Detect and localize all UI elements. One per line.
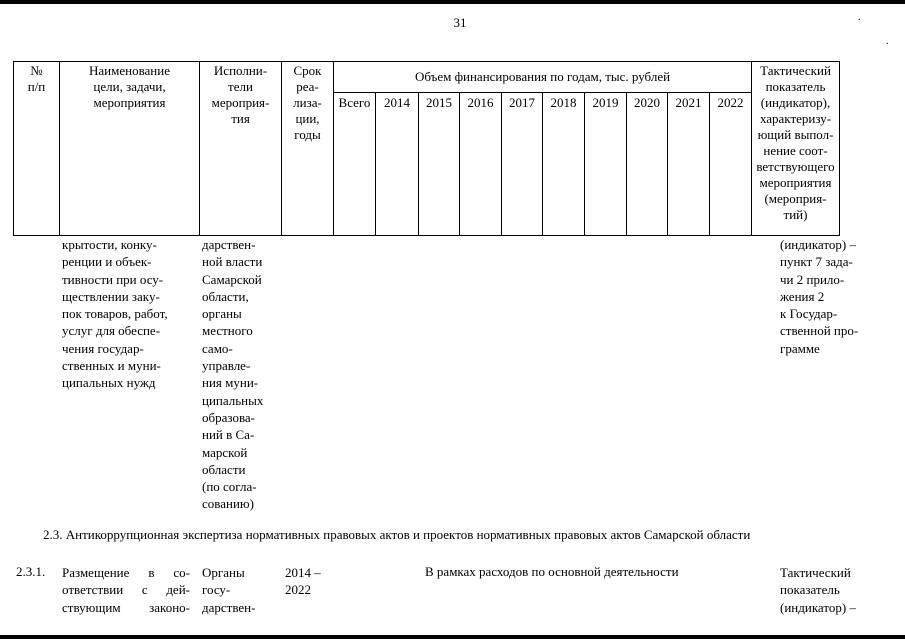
name-line: ществлении заку-	[62, 288, 160, 304]
header-indicator-line: ветствующего	[756, 159, 835, 174]
indicator-line: ственной про-	[780, 323, 859, 339]
header-table	[13, 61, 840, 236]
executor-line: само-	[202, 340, 233, 356]
year-header-2017: 2017	[502, 92, 543, 235]
header-name-line: мероприятия	[93, 95, 166, 110]
term-line: 2022	[285, 582, 311, 598]
header-indicator-line: (мероприя-	[764, 191, 827, 206]
header-num-line: №	[30, 63, 43, 78]
indicator-line: показатель	[780, 582, 840, 598]
header-indicator-line: Тактический	[760, 63, 831, 78]
funding-header-cell	[334, 62, 752, 93]
executor-line: ной власти	[202, 254, 263, 270]
header-executor-line: Исполни-	[213, 63, 268, 78]
row-231-indicator-column	[780, 564, 856, 616]
header-num-line: п/п	[27, 79, 46, 94]
name-line: крытости, конку-	[62, 237, 157, 252]
corner-mark-top: .	[858, 12, 861, 23]
name-line: ренции и объек-	[62, 254, 152, 270]
executor-line: управле-	[202, 358, 251, 374]
executor-line: образова-	[202, 409, 256, 425]
header-name-cell	[60, 62, 200, 236]
executor-line: дарствен-	[202, 599, 256, 615]
header-indicator-line: характеризу-	[759, 111, 832, 126]
year-header-2015: 2015	[419, 92, 460, 235]
term-line: 2014 –	[285, 565, 321, 580]
executor-line: области,	[202, 288, 249, 304]
header-term-line: Срок	[293, 63, 322, 78]
year-header-2019: 2019	[585, 92, 627, 235]
header-term-line: реа-	[296, 79, 319, 94]
indicator-line: грамме	[780, 340, 820, 356]
indicator-line: чи 2 прило-	[780, 271, 845, 287]
header-indicator-line: показатель	[765, 79, 826, 94]
name-line: ственных и муни-	[62, 358, 161, 374]
continued-executor-column	[202, 236, 263, 513]
name-line: пок товаров, работ,	[62, 306, 168, 322]
indicator-line: к Государ-	[780, 306, 838, 322]
name-line: Размещение в со-	[62, 565, 190, 580]
executor-line: марской	[202, 444, 248, 460]
row-231-name-column	[62, 564, 190, 616]
year-header-2022: 2022	[710, 92, 752, 235]
header-indicator-line: тий)	[783, 207, 808, 222]
continued-indicator-column	[780, 236, 858, 357]
name-line: чения государ-	[62, 340, 144, 356]
name-line: услуг для обеспе-	[62, 323, 161, 339]
header-executor-line: тия	[231, 111, 250, 126]
executor-line: местного	[202, 323, 253, 339]
indicator-line: (индикатор) –	[780, 599, 856, 615]
name-line: ципальных нужд	[62, 375, 156, 391]
row-231-term-column	[285, 564, 321, 599]
header-executor-line: тели	[228, 79, 253, 94]
year-header-2018: 2018	[543, 92, 585, 235]
row-231-executor-column	[202, 564, 255, 616]
indicator-line: Тактический	[780, 565, 851, 580]
executor-line: госу-	[202, 582, 231, 598]
indicator-line: жения 2	[780, 288, 825, 304]
executor-line: области	[202, 461, 246, 477]
header-indicator-line: (индикатор),	[760, 95, 831, 110]
header-executor-cell	[200, 62, 282, 236]
executor-line: ципальных	[202, 392, 264, 408]
name-line: ответствии с дей-	[62, 582, 190, 598]
executor-line: ния муни-	[202, 375, 259, 391]
year-header-total: Всего	[334, 92, 376, 235]
header-name-line: цели, задачи,	[93, 79, 166, 94]
header-term-line: годы	[294, 127, 321, 142]
indicator-line: пункт 7 зада-	[780, 254, 853, 270]
year-header-2014: 2014	[376, 92, 419, 235]
header-executor-line: мероприя-	[211, 95, 270, 110]
row-231-funding: В рамках расходов по основной деятельности	[425, 564, 679, 579]
header-term-line: лиза-	[293, 95, 322, 110]
name-line: ствующим законо-	[62, 599, 190, 615]
executor-line: дарствен-	[202, 237, 256, 252]
year-header-2021: 2021	[668, 92, 710, 235]
executor-line: Самарской	[202, 271, 262, 287]
executor-line: сованию)	[202, 496, 254, 512]
header-num-cell	[14, 62, 60, 236]
bottom-border	[0, 635, 905, 639]
funding-title: Объем финансирования по годам, тыс. рублей	[414, 68, 671, 84]
header-name-line: Наименование	[89, 63, 170, 78]
page-number: 31	[453, 15, 467, 30]
year-header-2020: 2020	[627, 92, 668, 235]
indicator-line: (индикатор) –	[780, 237, 856, 252]
executor-line: органы	[202, 306, 242, 322]
executor-line: (по согла-	[202, 479, 257, 495]
header-indicator-cell	[752, 62, 840, 236]
executor-line: ний в Са-	[202, 427, 255, 443]
executor-line: Органы	[202, 565, 245, 580]
header-term-line: ции,	[295, 111, 320, 126]
year-header-2016: 2016	[460, 92, 502, 235]
section-title: 2.3. Антикоррупционная экспертиза нормативных правовых актов и проектов нормативных правовых актов Самарской области	[43, 527, 751, 542]
header-indicator-line: ющий выпол-	[757, 127, 834, 142]
item-number: 2.3.1.	[16, 564, 46, 579]
corner-mark-side: .	[886, 36, 889, 47]
header-term-cell	[282, 62, 334, 236]
header-indicator-line: мероприятия	[759, 175, 832, 190]
top-border	[0, 0, 905, 4]
header-indicator-line: нение соот-	[763, 143, 828, 158]
continued-name-column	[62, 236, 168, 392]
name-line: тивности при осу-	[62, 271, 164, 287]
